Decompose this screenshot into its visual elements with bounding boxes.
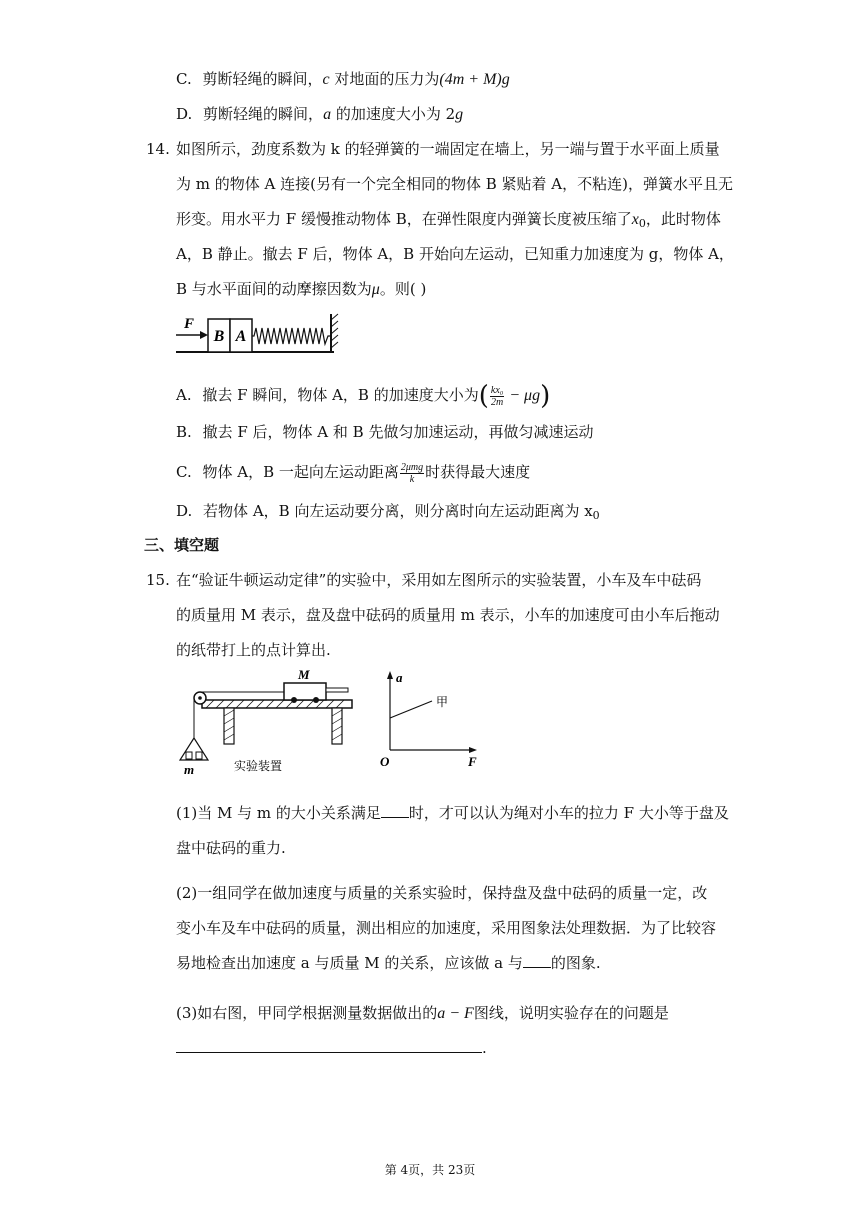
math-var: c — [322, 71, 330, 88]
answer-blank[interactable] — [523, 953, 551, 968]
section-title: 三、填空题 — [144, 536, 220, 554]
q15-part2-line3 — [176, 946, 601, 980]
math-expr: − μg — [505, 387, 541, 404]
q14-line3 — [176, 202, 721, 241]
answer-blank[interactable] — [176, 1036, 482, 1053]
subscript: 0 — [638, 217, 646, 230]
option-text: 的加速度大小为 2 — [331, 105, 456, 123]
subscript: 0 — [592, 509, 600, 522]
option-text: 剪断轻绳的瞬间， — [202, 70, 323, 88]
a-f-graph — [376, 668, 486, 770]
q15-part3 — [176, 996, 669, 1031]
text: (3)如右图，甲同学根据测量数据做出的 — [176, 1004, 438, 1022]
option-label: C. — [176, 463, 192, 481]
math-var: x — [631, 211, 639, 228]
answer-blank[interactable] — [381, 803, 409, 818]
math-expr: (4m + M)g — [439, 71, 510, 88]
text: 图线，说明实验存在的问题是 — [473, 1004, 669, 1022]
q14-option-c — [176, 455, 530, 489]
paren-close: ) — [540, 381, 551, 411]
option-label: D. — [176, 105, 193, 123]
fraction — [490, 385, 504, 408]
option-text: 剪断轻绳的瞬间， — [203, 105, 324, 123]
q14-option-d — [176, 494, 600, 533]
q15-line3: 的纸带打上的点计算出. — [176, 641, 331, 659]
option-label: A. — [176, 386, 192, 404]
fraction — [400, 462, 424, 485]
option-text: 对地面的压力为 — [329, 70, 440, 88]
question-number: 14. — [146, 140, 170, 158]
q14-line4: A，B 静止。撤去 F 后，物体 A，B 开始向左运动，已知重力加速度为 g，物体 A， — [176, 245, 734, 263]
apparatus-caption: 实验装置 — [233, 759, 283, 773]
q14-option-a — [176, 378, 550, 413]
q15-part1-cont: 盘中砝码的重力. — [176, 839, 286, 857]
q15-line1: 在“验证牛顿运动定律”的实验中，采用如左图所示的实验装置，小车及车中砝码 — [176, 571, 702, 589]
apparatus-figure — [172, 666, 362, 776]
text: 形变。用水平力 F 缓慢推动物体 B，在弹性限度内弹簧长度被压缩了 — [176, 210, 632, 228]
page-footer: 第 4页，共 23页 — [384, 1163, 476, 1177]
q15-part1 — [176, 796, 729, 830]
text: 的图象. — [550, 954, 601, 972]
option-text: 物体 A，B 一起向左运动距离 — [202, 463, 399, 481]
option-label: C. — [176, 70, 192, 88]
q13-option-c — [176, 62, 510, 97]
question-number: 15. — [146, 571, 170, 589]
force-label: F — [184, 316, 195, 332]
line-jia — [390, 701, 432, 718]
numerator: 2μmg — [400, 461, 424, 473]
y-axis-label: a — [396, 670, 403, 685]
option-text: 撤去 F 瞬间，物体 A，B 的加速度大小为 — [202, 386, 479, 404]
option-label: B. — [176, 423, 192, 441]
weight-pan — [180, 738, 208, 760]
block-a-label: A — [235, 328, 247, 345]
denominator: k — [409, 473, 415, 485]
text: 。则( ) — [379, 280, 427, 298]
q15-part2-line2: 变小车及车中砝码的质量，测出相应的加速度，采用图象法处理数据．为了比较容 — [176, 919, 717, 937]
math-var: μ — [371, 281, 380, 298]
pan-mass-label: m — [184, 762, 195, 776]
paren-open: ( — [478, 381, 489, 411]
text: 易地检查出加速度 a 与质量 M 的关系，应该做 a 与 — [176, 954, 523, 972]
text: (1)当 M 与 m 的大小关系满足 — [176, 804, 381, 822]
q14-line1: 如图所示，劲度系数为 k 的轻弹簧的一端固定在墙上，另一端与置于水平面上质量 — [176, 140, 720, 158]
spring-block-figure — [174, 310, 346, 366]
numerator: kx₀ — [490, 384, 504, 396]
line-label: 甲 — [436, 695, 449, 709]
q14-line5 — [176, 272, 426, 307]
q13-option-d — [176, 97, 463, 132]
option-text: 若物体 A，B 向左运动要分离，则分离时向左运动距离为 x — [203, 502, 593, 520]
x-axis-label: F — [468, 754, 477, 769]
option-label: D. — [176, 502, 193, 520]
q15-line2: 的质量用 M 表示，盘及盘中砝码的质量用 m 表示，小车的加速度可由小车后拖动 — [176, 606, 720, 624]
q14-option-b — [176, 415, 593, 449]
q15-part2-line1: (2)一组同学在做加速度与质量的关系实验时，保持盘及盘中砝码的质量一定，改 — [176, 884, 708, 902]
origin-label: O — [380, 754, 390, 769]
cart-mass-label: M — [298, 667, 310, 682]
math-var: a — [323, 106, 332, 123]
text: B 与水平面间的动摩擦因数为 — [176, 280, 372, 298]
option-text: 撤去 F 后，物体 A 和 B 先做匀加速运动，再做匀减速运动 — [202, 423, 594, 441]
q14-line2: 为 m 的物体 A 连接(另有一个完全相同的物体 B 紧贴着 A，不粘连)，弹簧水平且无 — [176, 175, 733, 193]
text: . — [482, 1039, 487, 1057]
q15-part3-answer-line — [176, 1031, 487, 1065]
denominator: 2m — [490, 396, 504, 408]
math-expr: a − F — [437, 1005, 474, 1022]
text: ，此时物体 — [645, 210, 721, 228]
block-b-label: B — [213, 328, 225, 345]
math-var: g — [455, 106, 464, 123]
option-text: 时获得最大速度 — [425, 463, 531, 481]
cart — [284, 683, 326, 700]
text: 时，才可以认为绳对小车的拉力 F 大小等于盘及 — [408, 804, 729, 822]
